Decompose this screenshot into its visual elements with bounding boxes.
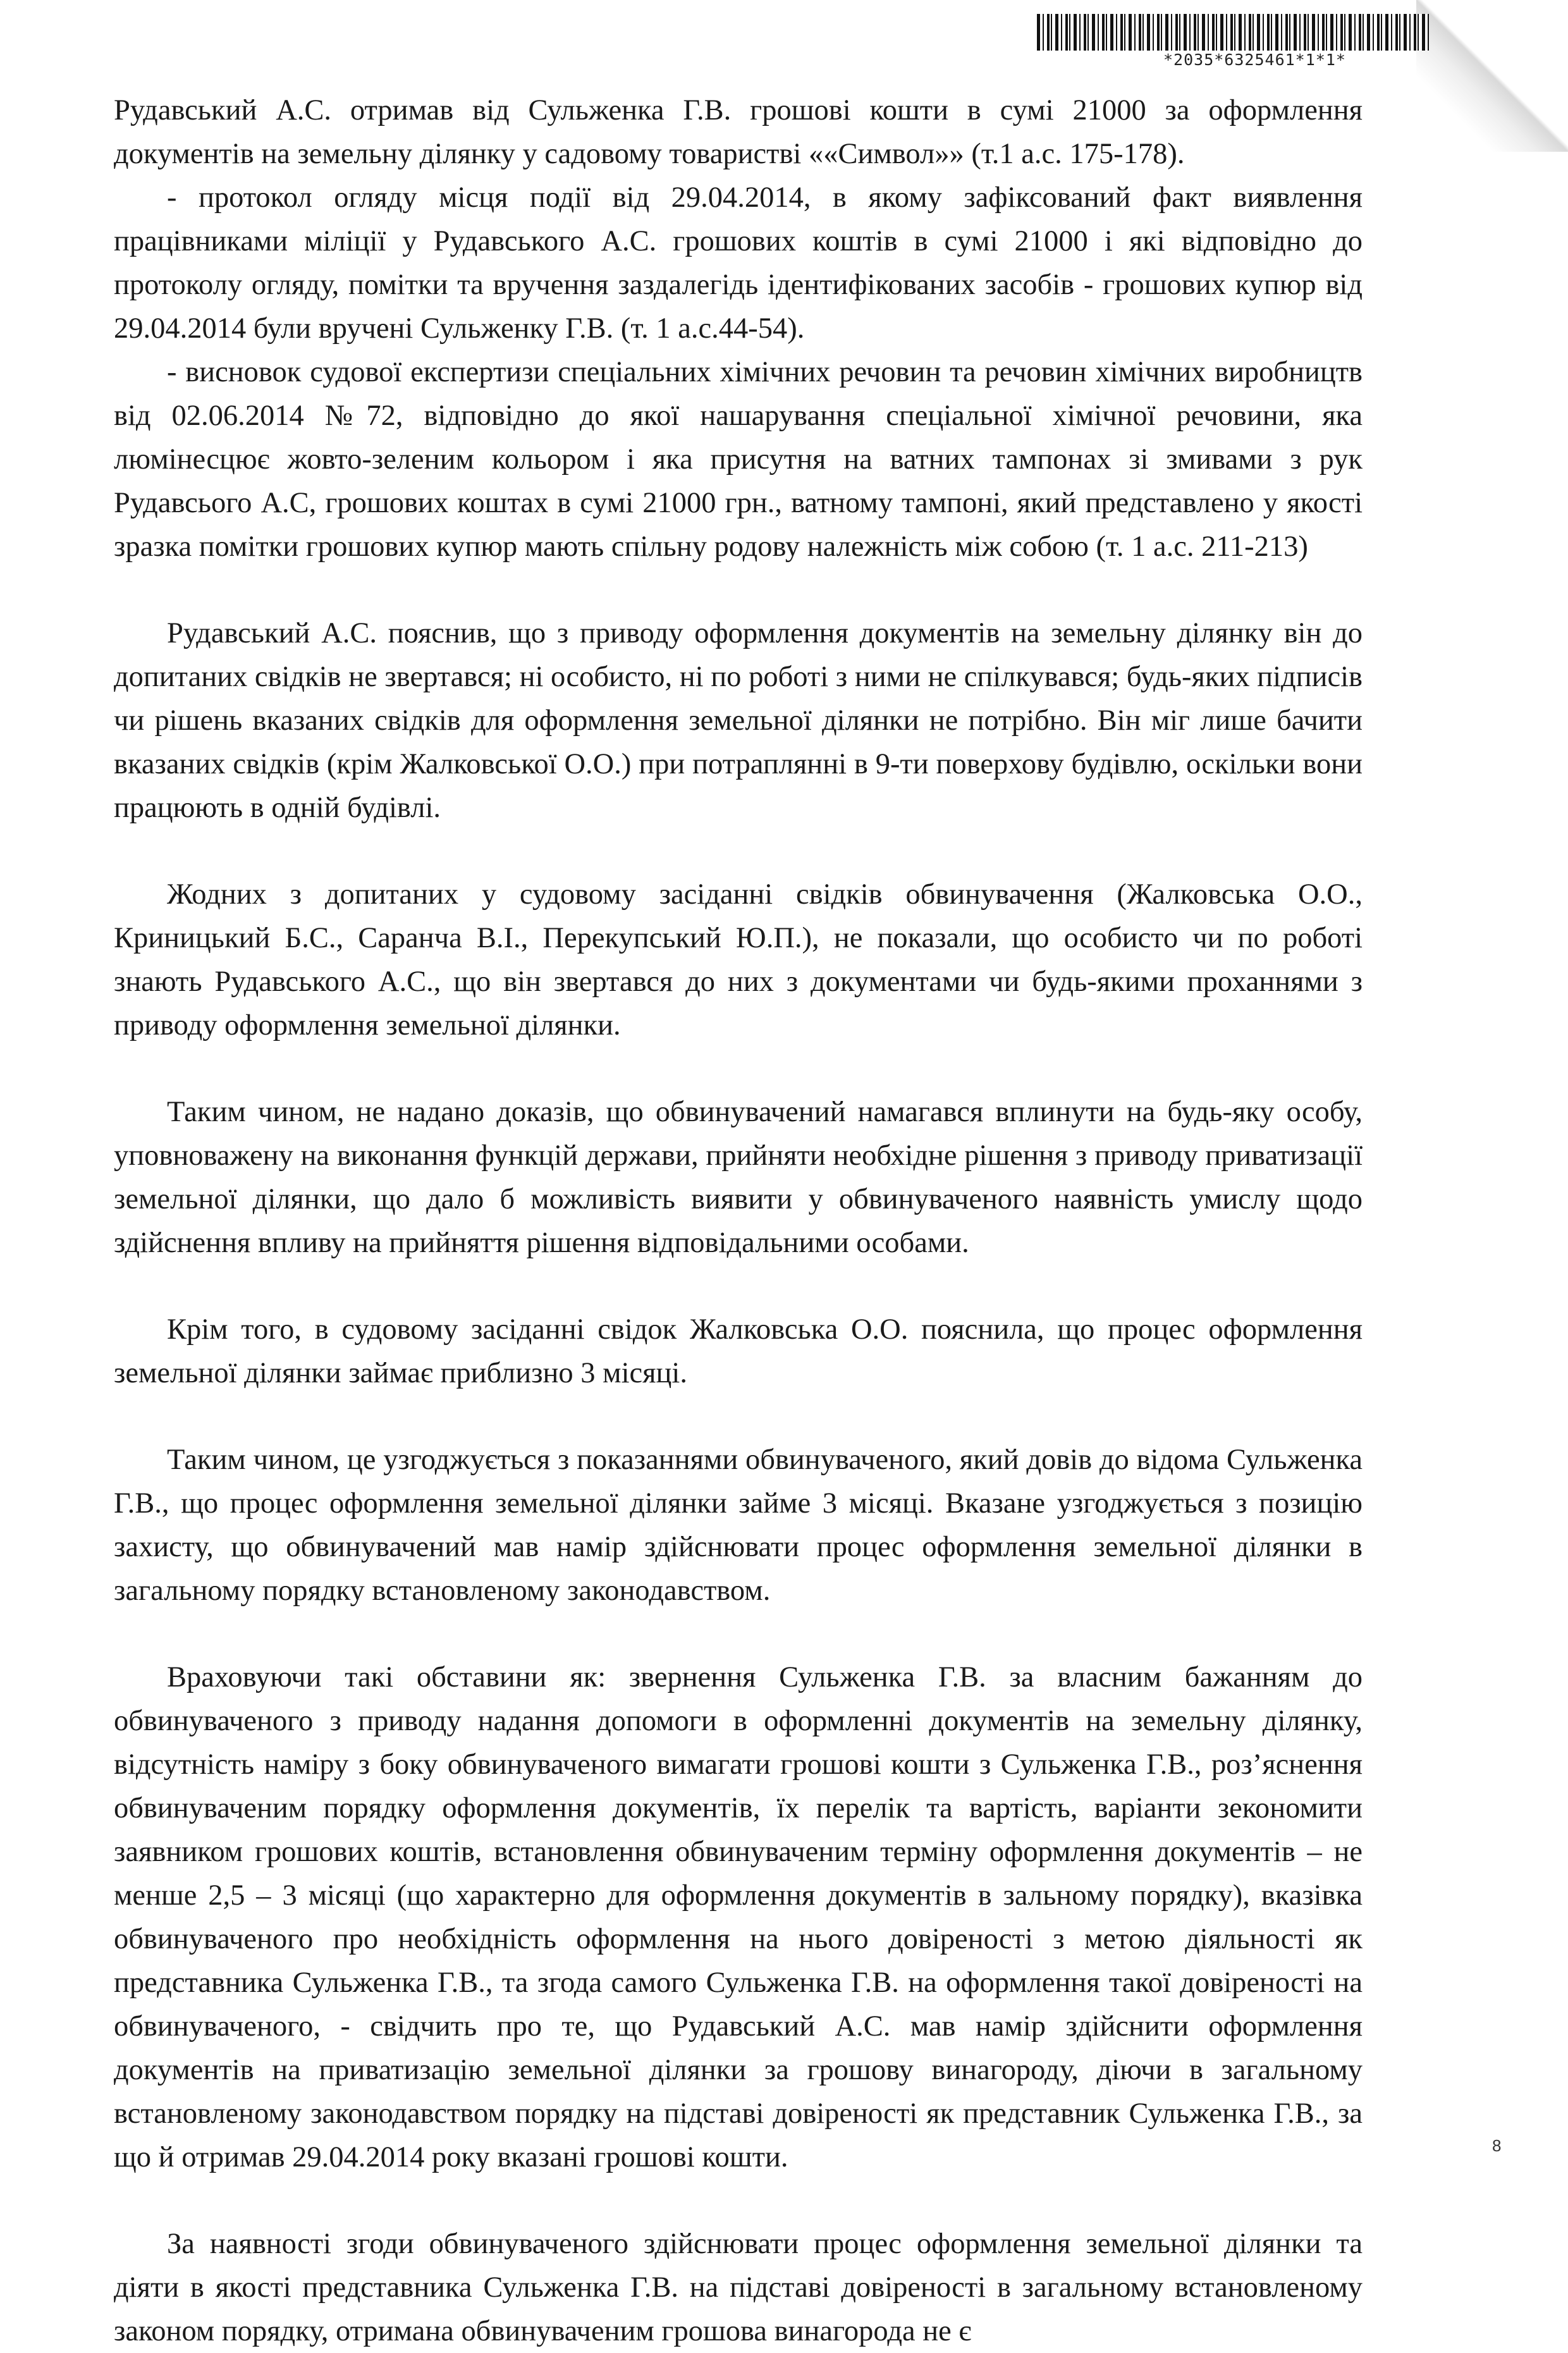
paragraph-consistency: Таким чином, це узгоджується з показаннями обвинуваченого, який довів до відома Сульженка Г.В., що процес оформлення земельної ділянки займе 3 місяці. Вказане узгоджується з позицію захисту, що обвинувачений мав намір здійснювати процес оформлення земельної ділянки в загальному порядку встановленому законодавством. — [114, 1444, 1363, 1607]
paragraph-protocol: - протокол огляду місця події від 29.04.2014, в якому зафіксований факт виявлення працівниками міліції у Рудавського А.С. грошових коштів в сумі 21000 і які відповідно до протоколу огляду, помітки та вручення заздалегідь ідентифікованих засобів - грошових купюр від 29.04.2014 були вручені Сульженку Г.В. (т. 1 а.с.44-54). — [114, 181, 1363, 345]
page-number: 8 — [1492, 2136, 1502, 2155]
paragraph-consent: За наявності згоди обвинуваченого здійснювати процес оформлення земельної ділянки та діяти в якості представника Сульженка Г.В. на підставі довіреності в загальному встановленому законом порядку, отримана обвинуваченим грошова винагорода не є — [114, 2228, 1363, 2347]
paragraph-witness-testimony: Крім того, в судовому засіданні свідок Жалковська О.О. пояснила, що процес оформлення земельної ділянки займає приблизно 3 місяці. — [114, 1313, 1363, 1389]
barcode-block — [1037, 14, 1429, 77]
paragraph-witnesses: Жодних з допитаних у судовому засіданні свідків обвинувачення (Жалковська О.О., Криницький Б.С., Саранча В.І., Перекупський Ю.П.), не показали, що особисто чи по роботі знають Рудавського А.С., що він звертався до них з документами чи будь-якими проханнями з приводу оформлення земельної ділянки. — [114, 878, 1363, 1041]
barcode-image — [1037, 14, 1429, 51]
document-body — [114, 89, 1363, 2353]
paragraph-continuation: Рудавський А.С. отримав від Сульженка Г.В. грошові кошти в сумі 21000 за оформлення документів на земельну ділянку у садовому товаристві ««Символ»» (т.1 а.с. 175-178). — [114, 94, 1363, 170]
paragraph-expertise: - висновок судової експертизи спеціальних хімічних речовин та речовин хімічних виробництв від 02.06.2014 №72, відповідно до якої нашарування спеціальної хімічної речовини, яка люмінесцює жовто-зеленим кольором і яка присутня на ватних тампонах зі змивами з рук Рудавсього А.С, грошових коштах в сумі 21000 грн., ватному тампоні, який представлено у якості зразка помітки грошових купюр мають спільну родову належність між собою (т. 1 а.с. 211-213) — [114, 356, 1363, 563]
paragraph-explanation: Рудавський А.С. пояснив, що з приводу оформлення документів на земельну ділянку він до допитаних свідків не звертався; ні особисто, ні по роботі з ними не спілкувався; будь-яких підписів чи рішень вказаних свідків для оформлення земельної ділянки не потрібно. Він міг лише бачити вказаних свідків (крім Жалковської О.О.) при потраплянні в 9-ти поверхову будівлю, оскільки вони працюють в одній будівлі. — [114, 617, 1363, 824]
paragraph-circumstances: Враховуючи такі обставини як: звернення Сульженка Г.В. за власним бажанням до обвинуваченого з приводу надання допомоги в оформленні документів на земельну ділянку, відсутність наміру з боку обвинуваченого вимагати грошові кошти з Сульженка Г.В., роз’яснення обвинуваченим порядку оформлення документів, їх перелік та вартість, варіанти зекономити заявником грошових коштів, встановлення обвинуваченим терміну оформлення документів – не менше 2,5 – 3 місяці (що характерно для оформлення документів в зальному порядку), вказівка обвинуваченого про необхідність оформлення на нього довіреності з метою діяльності як представника Сульженка Г.В., та згода самого Сульженка Г.В. на оформлення такої довіреності на обвинуваченого, - свідчить про те, що Рудавський А.С. мав намір здійснити оформлення документів на приватизацію земельної ділянки за грошову винагороду, діючи в загальному встановленому законодавством порядку на підставі довіреності як представник Сульженка Г.В., за що й отримав 29.04.2014 року вказані грошові кошти. — [114, 1661, 1363, 2173]
barcode-number: *2035*6325461*1*1* — [1163, 51, 1346, 69]
paragraph-no-evidence: Таким чином, не надано доказів, що обвинувачений намагався вплинути на будь-яку особу, уповноважену на виконання функцій держави, прийняти необхідне рішення з приводу приватизації земельної ділянки, що дало б можливість виявити у обвинуваченого наявність умислу щодо здійснення впливу на прийняття рішення відповідальними особами. — [114, 1096, 1363, 1259]
page-curl-corner — [1416, 0, 1568, 152]
